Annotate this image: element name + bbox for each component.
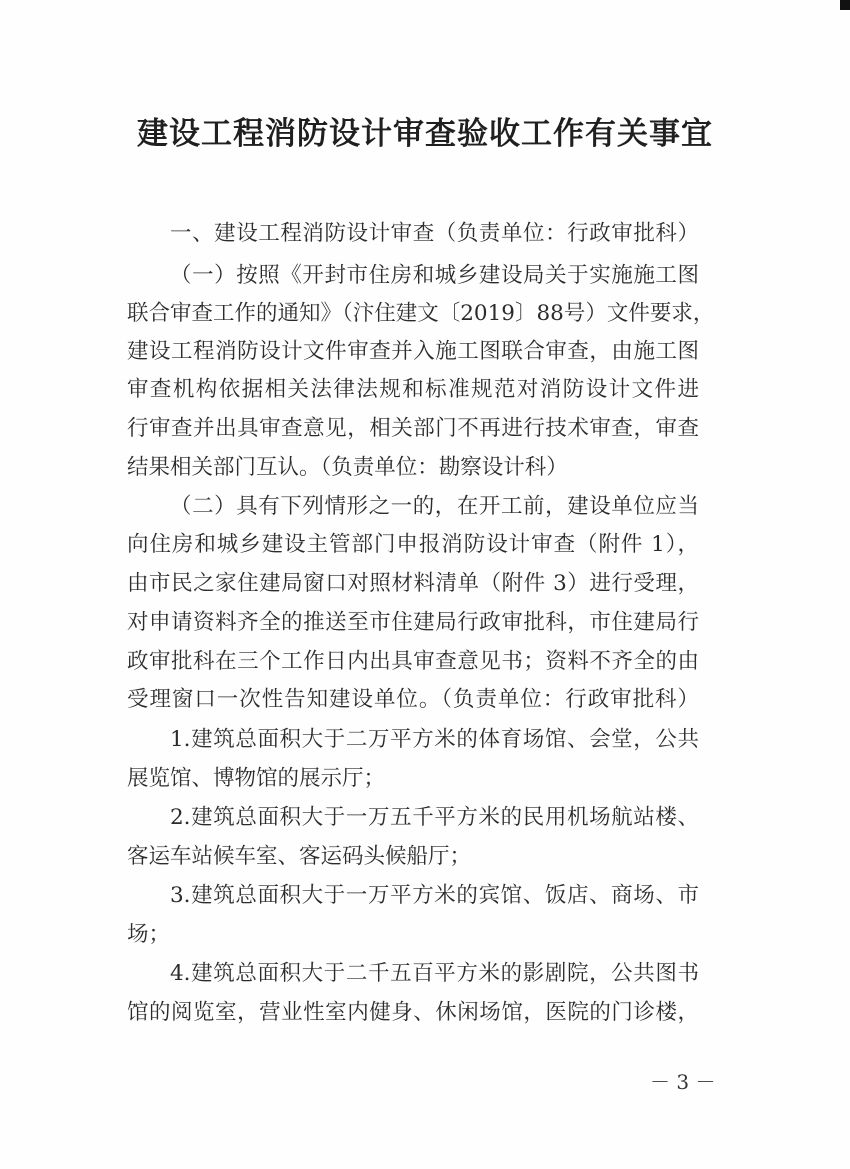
paragraph-line: 行审查并出具审查意见，相关部门不再进行技术审查，审查 xyxy=(127,416,699,441)
paragraph-line: 建设工程消防设计文件审查并入施工图联合审查，由施工图 xyxy=(127,339,699,364)
paragraph-line: 由市民之家住建局窗口对照材料清单（附件 3）进行受理， xyxy=(127,571,699,596)
list-item-line: 2.建筑总面积大于一万五千平方米的民用机场航站楼、 xyxy=(170,805,699,830)
paragraph-line: 审查机构依据相关法律法规和标准规范对消防设计文件进 xyxy=(127,377,699,402)
page-number: － 3 － xyxy=(650,1070,716,1094)
document-title: 建设工程消防设计审查验收工作有关事宜 xyxy=(137,116,713,152)
list-item-line: 展览馆、博物馆的展示厅； xyxy=(127,766,386,791)
paragraph-line: （二）具有下列情形之一的，在开工前，建设单位应当 xyxy=(170,494,699,519)
section-heading-1: 一、建设工程消防设计审查（负责单位：行政审批科） xyxy=(170,221,699,246)
paragraph-line: 对申请资料齐全的推送至市住建局行政审批科，市住建局行 xyxy=(127,610,699,635)
paragraph-line: （一）按照《开封市住房和城乡建设局关于实施施工图 xyxy=(170,263,699,288)
list-item-line: 馆的阅览室，营业性室内健身、休闲场馆，医院的门诊楼， xyxy=(127,1000,699,1025)
list-item-line: 3.建筑总面积大于一万平方米的宾馆、饭店、商场、市 xyxy=(170,883,699,908)
list-item-line: 客运车站候车室、客运码头候船厅； xyxy=(127,844,472,869)
paragraph-line: 联合审查工作的通知》（汴住建文〔2019〕88号）文件要求， xyxy=(127,301,715,326)
paragraph-line: 受理窗口一次性告知建设单位。（负责单位：行政审批科） xyxy=(127,687,699,712)
list-item-line: 场； xyxy=(127,922,171,947)
scan-corner-mark xyxy=(840,0,850,10)
list-item-line: 1.建筑总面积大于二万平方米的体育场馆、会堂，公共 xyxy=(170,727,699,752)
paragraph-line: 向住房和城乡建设主管部门申报消防设计审查（附件 1）， xyxy=(127,532,699,557)
paragraph-line: 结果相关部门互认。（负责单位：勘察设计科） xyxy=(127,455,568,480)
list-item-line: 4.建筑总面积大于二千五百平方米的影剧院，公共图书 xyxy=(170,961,699,986)
paragraph-line: 政审批科在三个工作日内出具审查意见书；资料不齐全的由 xyxy=(127,649,699,674)
